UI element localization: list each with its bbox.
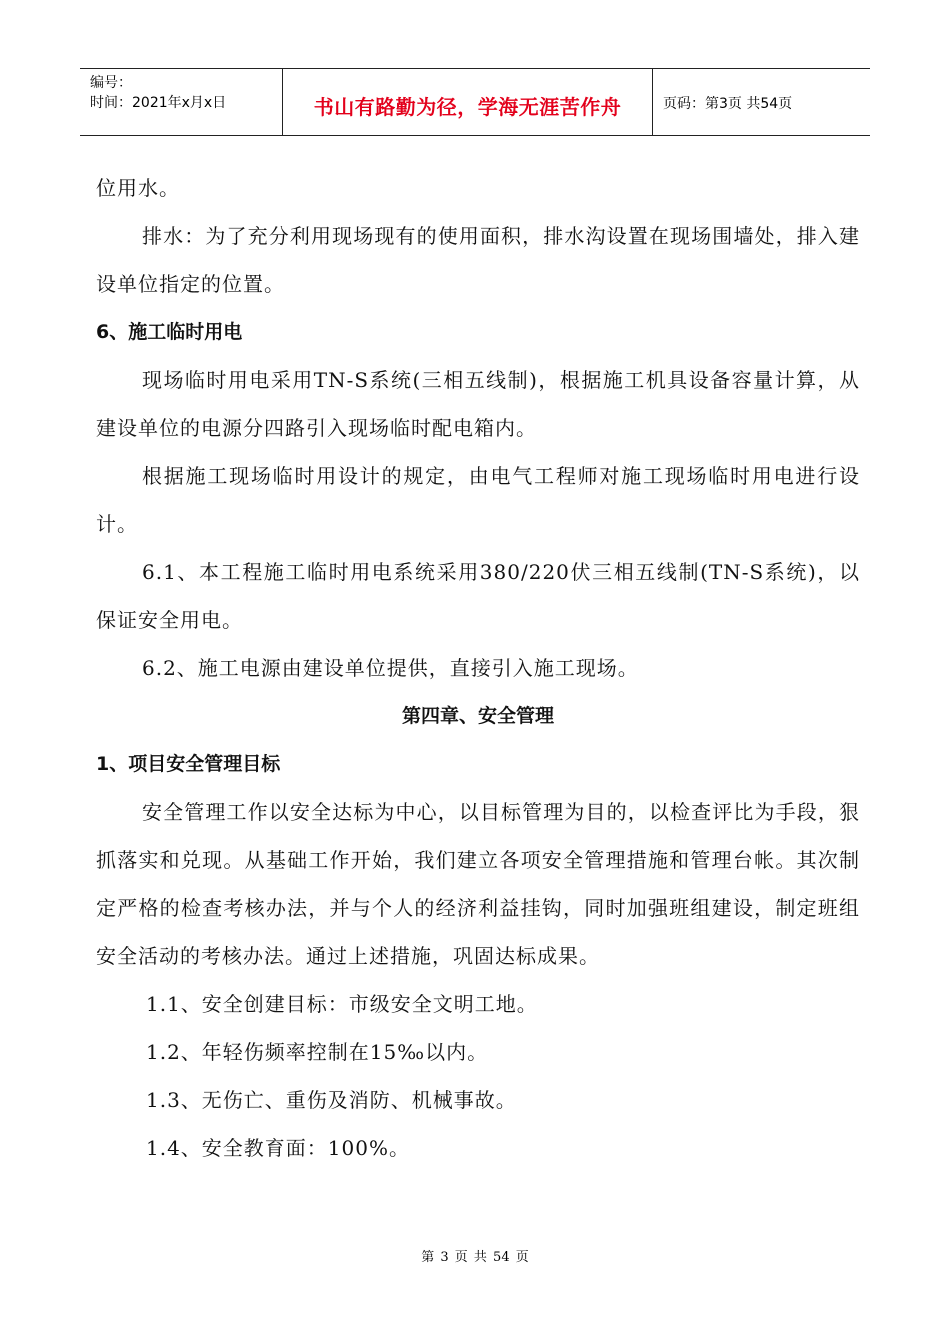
chapter-heading-safety: 第四章、安全管理 — [401, 705, 554, 727]
paragraph-water-end: 位用水。 — [96, 176, 180, 200]
document-body — [96, 164, 860, 1172]
page-header — [80, 68, 870, 136]
list-item-1-1: 1.1、安全创建目标：市级安全文明工地。 — [146, 992, 538, 1016]
paragraph-drainage: 排水：为了充分利用现场现有的使用面积，排水沟设置在现场围墙处，排入建设单位指定的位置。 — [96, 224, 860, 296]
list-item-1-4: 1.4、安全教育面：100%。 — [146, 1136, 410, 1160]
paragraph-6-2: 6.2、施工电源由建设单位提供，直接引入施工现场。 — [142, 656, 639, 680]
header-meta — [80, 69, 283, 135]
document-number-label: 编号： — [90, 75, 132, 91]
paragraph-tns-system: 现场临时用电采用TN-S系统(三相五线制)，根据施工机具设备容量计算，从建设单位的电源分四路引入现场临时配电箱内。 — [96, 368, 860, 440]
list-item-1-3: 1.3、无伤亡、重伤及消防、机械事故。 — [146, 1088, 517, 1112]
paragraph-6-1: 6.1、本工程施工临时用电系统采用380/220伏三相五线制(TN-S系统)，以保证安全用电。 — [96, 560, 860, 632]
page-footer: 第 3 页 共 54 页 — [421, 1250, 529, 1265]
document-date: 时间：2021年x月x日 — [90, 95, 227, 111]
list-item-1-2: 1.2、年轻伤频率控制在15‰以内。 — [146, 1040, 489, 1064]
paragraph-power-design: 根据施工现场临时用设计的规定，由电气工程师对施工现场临时用电进行设计。 — [96, 464, 860, 536]
section-heading-safety-goals: 1、项目安全管理目标 — [96, 753, 281, 775]
section-heading-temporary-power: 6、施工临时用电 — [96, 321, 243, 343]
paragraph-safety-management: 安全管理工作以安全达标为中心，以目标管理为目的，以检查评比为手段，狠抓落实和兑现。从基础工作开始，我们建立各项安全管理措施和管理台帐。其次制定严格的检查考核办法，并与个人的经济利益挂钩，同时加强班组建设，制定班组安全活动的考核办法。通过上述措施，巩固达标成果。 — [96, 800, 860, 968]
header-page-info: 页码：第3页 共54页 — [663, 96, 793, 112]
header-motto: 书山有路勤为径，学海无涯苦作舟 — [283, 69, 653, 135]
